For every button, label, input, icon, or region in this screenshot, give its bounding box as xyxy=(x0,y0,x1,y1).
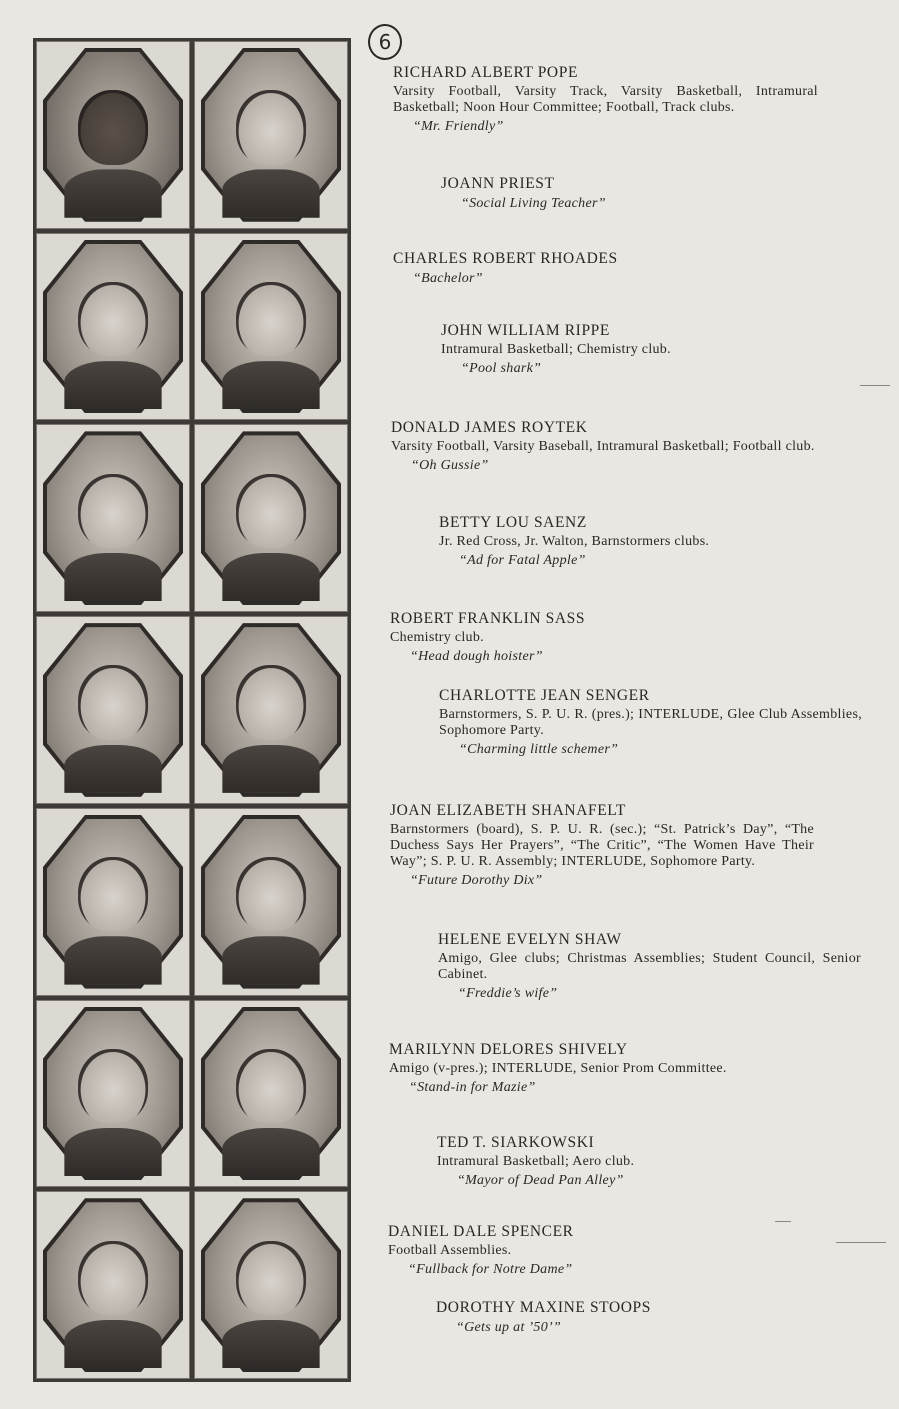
student-activities: Football Assemblies. xyxy=(388,1243,512,1258)
portrait-john-william-rippe xyxy=(194,233,348,421)
student-quote: “Charming little schemer” xyxy=(459,742,619,757)
student-quote: “Freddie’s wife” xyxy=(458,986,558,1001)
entry-betty-lou-saenz xyxy=(439,514,819,569)
entry-donald-james-roytek xyxy=(391,419,816,474)
entry-joan-elizabeth-shanafelt xyxy=(390,802,814,889)
student-quote: “Mr. Friendly” xyxy=(413,119,504,134)
portrait-ted-t-siarkowski xyxy=(194,1000,348,1188)
student-name: ROBERT FRANKLIN SASS xyxy=(390,610,586,627)
portrait-robert-franklin-sass xyxy=(36,616,190,804)
entry-helene-evelyn-shaw xyxy=(438,931,861,1002)
student-name: TED T. SIARKOWSKI xyxy=(437,1134,595,1151)
student-name: DONALD JAMES ROYTEK xyxy=(391,419,588,436)
student-activities: Jr. Red Cross, Jr. Walton, Barnstormers clubs. xyxy=(439,534,710,549)
student-quote: “Stand-in for Mazie” xyxy=(409,1080,536,1095)
portrait-marilynn-delores-shively xyxy=(36,1000,190,1188)
student-name: BETTY LOU SAENZ xyxy=(439,514,587,531)
entry-john-william-rippe xyxy=(441,322,821,377)
student-activities: Varsity Football, Varsity Baseball, Intramural Basketball; Football club. xyxy=(391,439,815,454)
entry-richard-albert-pope xyxy=(393,64,818,135)
student-activities: Intramural Basketball; Aero club. xyxy=(437,1154,635,1169)
portrait-joan-elizabeth-shanafelt xyxy=(36,808,190,996)
portrait-charlotte-jean-senger xyxy=(194,616,348,804)
student-quote: “Fullback for Notre Dame” xyxy=(408,1262,573,1277)
student-name: DANIEL DALE SPENCER xyxy=(388,1223,574,1240)
page-number: 6 xyxy=(368,24,402,60)
entry-ted-t-siarkowski xyxy=(437,1134,817,1189)
student-quote: “Bachelor” xyxy=(413,271,483,286)
student-activities: Varsity Football, Varsity Track, Varsity Basketball, Intramural Basketball; Noon Hour Committee; Football, Track clubs. xyxy=(393,84,818,115)
student-name: MARILYNN DELORES SHIVELY xyxy=(389,1041,628,1058)
student-activities: Amigo (v-pres.); INTERLUDE, Senior Prom Committee. xyxy=(389,1061,727,1076)
student-quote: “Mayor of Dead Pan Alley” xyxy=(457,1173,624,1188)
student-name: JOANN PRIEST xyxy=(441,175,555,192)
portrait-donald-james-roytek xyxy=(36,424,190,612)
entry-daniel-dale-spencer xyxy=(388,1223,813,1278)
student-quote: “Ad for Fatal Apple” xyxy=(459,553,586,568)
student-activities: Chemistry club. xyxy=(390,630,484,645)
entry-joann-priest xyxy=(441,175,821,212)
student-name: JOAN ELIZABETH SHANAFELT xyxy=(390,802,626,819)
portrait-helene-evelyn-shaw xyxy=(194,808,348,996)
student-quote: “Gets up at ’50’” xyxy=(456,1320,562,1335)
student-activities: Intramural Basketball; Chemistry club. xyxy=(441,342,671,357)
student-name: CHARLES ROBERT RHOADES xyxy=(393,250,618,267)
student-quote: “Head dough hoister” xyxy=(410,649,543,664)
student-name: CHARLOTTE JEAN SENGER xyxy=(439,687,650,704)
entry-charles-robert-rhoades xyxy=(393,250,818,287)
entry-marilynn-delores-shively xyxy=(389,1041,814,1096)
portrait-betty-lou-saenz xyxy=(194,424,348,612)
entry-robert-franklin-sass xyxy=(390,610,815,665)
portrait-charles-robert-rhoades xyxy=(36,233,190,421)
student-activities: Barnstormers (board), S. P. U. R. (sec.); “St. Patrick’s Day”, “The Duchess Says Her Prayers”, “The Critic”, “The Women Have Their Way”; S. P. U. R. Assembly; INTERLUDE, Sophomore Party. xyxy=(390,822,814,869)
portrait-joann-priest xyxy=(194,41,348,229)
portrait-daniel-dale-spencer xyxy=(36,1191,190,1379)
student-activities: Amigo, Glee clubs; Christmas Assemblies; Student Council, Senior Cabinet. xyxy=(438,951,861,982)
student-name: HELENE EVELYN SHAW xyxy=(438,931,622,948)
margin-mark xyxy=(775,1221,791,1222)
student-activities: Barnstormers, S. P. U. R. (pres.); INTERLUDE, Glee Club Assemblies, Sophomore Party. xyxy=(439,707,862,738)
student-name: DOROTHY MAXINE STOOPS xyxy=(436,1299,651,1316)
portrait-grid xyxy=(33,38,351,1382)
student-quote: “Social Living Teacher” xyxy=(461,196,606,211)
student-quote: “Oh Gussie” xyxy=(411,458,489,473)
student-name: JOHN WILLIAM RIPPE xyxy=(441,322,610,339)
portrait-richard-albert-pope xyxy=(36,41,190,229)
student-name: RICHARD ALBERT POPE xyxy=(393,64,579,81)
student-quote: “Pool shark” xyxy=(461,361,542,376)
entry-dorothy-maxine-stoops xyxy=(436,1299,816,1336)
margin-mark xyxy=(860,385,890,386)
student-quote: “Future Dorothy Dix” xyxy=(410,873,543,888)
margin-mark xyxy=(836,1242,886,1243)
portrait-dorothy-maxine-stoops xyxy=(194,1191,348,1379)
entry-charlotte-jean-senger xyxy=(439,687,862,758)
